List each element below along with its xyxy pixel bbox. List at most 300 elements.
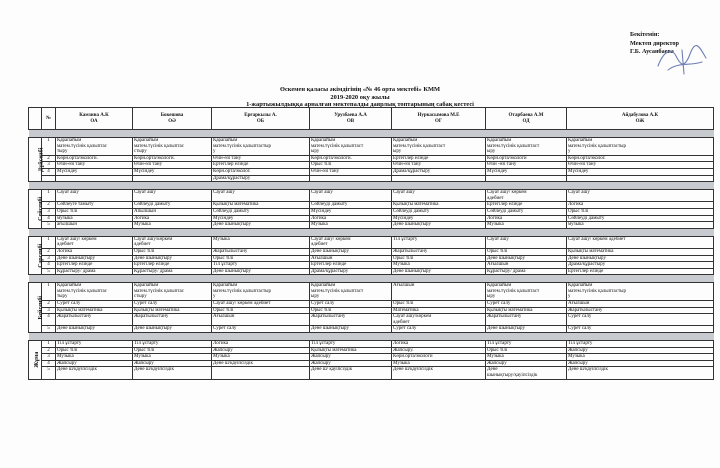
lesson-text: Мүсіндеу	[213, 215, 234, 221]
lesson-text: Көрн.орта/экологи	[393, 354, 433, 360]
lesson-text: Орыс тілі	[487, 248, 508, 254]
lesson-text: Сурет салу	[487, 301, 511, 307]
lesson-cell	[392, 208, 486, 215]
lesson-text: Логика	[134, 215, 150, 221]
lesson-text: Драма/құрастыру	[568, 262, 606, 268]
lesson-cell	[392, 175, 486, 182]
lesson-cell	[56, 301, 133, 308]
lesson-text: матем.түсінік қалыптас	[57, 143, 107, 149]
lesson-text: Апылшын	[134, 208, 157, 214]
lesson-text: Сөйлеуді дамыту	[568, 215, 605, 221]
lesson-cell	[56, 248, 133, 255]
group-code: ОА	[90, 118, 98, 124]
lesson-text: Драма/құрастыру	[393, 168, 431, 174]
lesson-text: Орыс тілі	[57, 208, 78, 214]
lesson-cell	[133, 222, 212, 229]
lesson-cell	[133, 190, 212, 202]
lesson-cell	[133, 326, 212, 333]
teacher-name: Айдабулова А.К	[621, 112, 659, 118]
title-school: Өскемен қаласы әкімдігінің «№ 46 орта мектебі» КММ	[279, 86, 441, 93]
lesson-text: Сөйлеуді дамыту	[134, 202, 171, 208]
lesson-text: Қызықты математика	[393, 202, 439, 208]
lesson-cell	[56, 367, 133, 379]
table-row	[29, 175, 714, 182]
lesson-number: 3	[42, 307, 56, 314]
teacher-name: Бокешова	[160, 112, 184, 118]
lesson-text: Драма/құрастыру	[213, 175, 251, 181]
lesson-text: ағылшын	[57, 222, 78, 228]
lesson-cell	[392, 255, 486, 262]
lesson-cell	[56, 354, 133, 361]
lesson-text: у	[568, 149, 571, 155]
lesson-cell	[310, 301, 392, 308]
lesson-cell	[567, 307, 714, 314]
lesson-cell	[212, 222, 310, 229]
lesson-text: Ағылшын	[213, 314, 235, 320]
lesson-text: стыру	[134, 149, 147, 155]
lesson-text: Ертегілер елінде	[134, 262, 170, 268]
day-name: Сейсенбі	[38, 196, 45, 221]
lesson-cell	[310, 138, 392, 156]
lesson-cell	[212, 190, 310, 202]
lesson-cell	[310, 236, 392, 248]
lesson-text: Қарапайым	[311, 138, 336, 143]
lesson-text: Тіл ұстарту	[487, 341, 512, 347]
lesson-cell	[567, 347, 714, 354]
lesson-text: матем.түсінік қалыптас	[57, 288, 107, 294]
lesson-cell	[567, 162, 714, 169]
group-code: ОӘ	[168, 118, 176, 124]
lesson-cell	[310, 283, 392, 301]
lesson-cell	[56, 326, 133, 333]
table-row	[29, 301, 714, 308]
title-schedule: 1-жартыжылдыққа арналған мектепалды даярлық топтарының сабақ кестесі	[246, 101, 474, 109]
lesson-text: Ертегілер елінде	[568, 268, 604, 274]
lesson-cell	[310, 190, 392, 202]
lesson-text: Қарапайым	[568, 138, 593, 143]
lesson-cell	[486, 162, 567, 169]
header-teacher-6	[567, 108, 714, 130]
lesson-cell	[212, 307, 310, 314]
table-row	[29, 354, 714, 361]
title-year: 2019-2020 оқу жылы	[330, 93, 390, 101]
table-row	[29, 262, 714, 269]
lesson-text: матем.түсінік қалыптаст	[393, 143, 446, 149]
lesson-text: Сурет салу	[57, 301, 81, 307]
table-row	[29, 283, 714, 301]
lesson-text: Музыка	[311, 222, 328, 228]
lesson-cell	[567, 190, 714, 202]
lesson-text: Логика	[568, 202, 584, 208]
lesson-cell	[56, 202, 133, 209]
lesson-text: матем.түсінік қалыптастыр	[568, 143, 627, 149]
group-code: ОД	[522, 118, 530, 124]
lesson-cell	[486, 208, 567, 215]
lesson-text: Мүсіндеу	[393, 215, 414, 221]
lesson-text: Қызықты математика	[134, 307, 180, 313]
lesson-text: Ағылшын	[568, 301, 590, 307]
lesson-cell	[567, 326, 714, 333]
lesson-cell	[212, 162, 310, 169]
lesson-cell	[392, 268, 486, 275]
lesson-text: матем.түсінік қалыптас	[134, 288, 184, 294]
lesson-text: Орыс тілі	[393, 301, 414, 307]
lesson-text: Қызықты математика	[57, 307, 103, 313]
lesson-number: 5	[42, 367, 56, 379]
lesson-text: Қарапайым	[487, 138, 512, 143]
lesson-text: Сөйлеуді дамыту	[393, 208, 430, 214]
lesson-text: Орыс тілі	[311, 162, 332, 168]
lesson-text: Музыка	[134, 354, 151, 360]
lesson-text: матем.түсінік қалыптаст	[311, 288, 364, 294]
lesson-cell	[133, 155, 212, 162]
lesson-text: Қызықты математика	[568, 248, 614, 254]
lesson-cell	[567, 208, 714, 215]
lesson-cell	[212, 168, 310, 175]
lesson-cell	[567, 168, 714, 175]
lesson-cell	[310, 262, 392, 269]
lesson-cell	[133, 268, 212, 275]
table-row	[29, 341, 714, 348]
day-separator	[29, 182, 714, 190]
lesson-text: Қарапайым	[393, 138, 418, 143]
lesson-text: Жаратылыстану	[134, 314, 169, 320]
lesson-text: Логика	[311, 215, 327, 221]
teacher-name: Ерғаркызы А.	[244, 112, 277, 118]
lesson-text: Көрн.орта/экологи.	[134, 155, 175, 161]
lesson-text: Көрн.орта/экологи	[487, 155, 527, 161]
lesson-text: Өзін-өзі тану	[393, 162, 422, 168]
lesson-cell	[310, 215, 392, 222]
lesson-text: Тіл ұстарту	[568, 341, 593, 347]
lesson-text: Ертегілер елінде	[487, 202, 523, 208]
lesson-number	[42, 175, 56, 182]
day-name: Жұма	[34, 351, 41, 368]
lesson-cell	[310, 155, 392, 162]
lesson-cell	[392, 222, 486, 229]
lesson-cell	[567, 341, 714, 348]
lesson-text: Мүсіндеу	[134, 168, 155, 174]
lesson-text: Орыс тілі	[568, 208, 589, 214]
lesson-text: Жаратылыстану	[487, 314, 522, 320]
lesson-text: Орыс тілі	[213, 307, 234, 313]
lesson-cell	[310, 248, 392, 255]
lesson-text: Орыс тілі	[311, 307, 332, 313]
lesson-text: Жапсыру	[213, 347, 233, 353]
lesson-cell	[133, 202, 212, 209]
lesson-number: 3	[42, 162, 56, 169]
lesson-text: Қызықты математика	[311, 347, 357, 353]
lesson-text: Сауат ашу/ көркем әдебиет	[568, 236, 626, 242]
lesson-cell	[212, 268, 310, 275]
lesson-cell	[133, 162, 212, 169]
lesson-text: Жапсыру	[311, 354, 331, 360]
lesson-text: Мүсіндеу	[568, 168, 589, 174]
lesson-text: Сурет салу	[568, 314, 592, 320]
lesson-text: Дене шынықтыру	[487, 326, 525, 332]
lesson-cell	[56, 155, 133, 162]
lesson-cell	[133, 314, 212, 326]
lesson-text: Өзін-өзі тану	[57, 162, 86, 168]
lesson-cell	[56, 262, 133, 269]
lesson-cell	[392, 360, 486, 367]
lesson-text: Орыс тілі	[134, 347, 155, 353]
lesson-text: Дене ш/қауіпсіздік	[213, 360, 253, 366]
table-row	[29, 208, 714, 215]
lesson-cell	[392, 162, 486, 169]
lesson-cell	[212, 347, 310, 354]
lesson-cell	[212, 175, 310, 182]
lesson-text: Дене шынықтыру	[393, 222, 431, 228]
lesson-text: Сурет салу	[213, 326, 237, 332]
lesson-text: Жаратылыстану	[57, 314, 92, 320]
lesson-cell	[567, 255, 714, 262]
lesson-cell	[56, 168, 133, 175]
lesson-cell	[486, 175, 567, 182]
lesson-cell	[212, 301, 310, 308]
lesson-text: Сауат ашу/ көркем	[487, 190, 527, 196]
lesson-cell	[56, 208, 133, 215]
lesson-text: Логика	[487, 215, 503, 221]
table-row	[29, 307, 714, 314]
lesson-text: Сауат ашу	[134, 190, 156, 196]
lesson-cell	[392, 354, 486, 361]
lesson-cell	[212, 283, 310, 301]
lesson-text: Сауат ашу/ көркем әдебиет	[213, 301, 271, 307]
lesson-text: Өзін -өзі тану	[487, 162, 517, 168]
lesson-cell	[567, 301, 714, 308]
lesson-text: Қызықты математика	[487, 307, 533, 313]
lesson-number: 5	[42, 222, 56, 229]
lesson-text: Сауат ашу	[311, 190, 333, 196]
lesson-text: Музыка	[393, 262, 410, 268]
lesson-number: 2	[42, 155, 56, 162]
lesson-cell	[392, 301, 486, 308]
header-row	[29, 108, 714, 130]
lesson-cell	[212, 208, 310, 215]
lesson-cell	[212, 354, 310, 361]
lesson-cell	[133, 341, 212, 348]
lesson-cell	[212, 236, 310, 248]
lesson-cell	[212, 138, 310, 156]
table-row	[29, 347, 714, 354]
day-name: Дүйсенбі	[38, 147, 45, 172]
day-name-cell	[29, 190, 45, 229]
lesson-text: Көрн.орта/эколог.	[568, 155, 606, 161]
lesson-cell	[486, 367, 567, 379]
lesson-cell	[212, 360, 310, 367]
lesson-text: Жаратылыстану	[311, 314, 346, 320]
lesson-cell	[133, 175, 212, 182]
lesson-text: шынықтыру/қауіпсіздік	[487, 373, 538, 378]
lesson-text: музыка	[57, 215, 73, 221]
separator-bar	[29, 275, 714, 283]
lesson-cell	[56, 347, 133, 354]
lesson-cell	[567, 354, 714, 361]
lesson-cell	[486, 255, 567, 262]
lesson-text: Музыка	[487, 222, 504, 228]
lesson-cell	[486, 347, 567, 354]
teacher-name: Нуркасымова М.Е	[417, 112, 460, 118]
lesson-cell	[56, 236, 133, 248]
lesson-cell	[392, 168, 486, 175]
lesson-cell	[486, 307, 567, 314]
lesson-text: Дене ш/ қауіпсіздік	[311, 367, 353, 373]
table-row	[29, 367, 714, 379]
table-row	[29, 248, 714, 255]
lesson-text: Мүсіндеу	[487, 168, 508, 174]
lesson-text: Дене ш/қауіпсіздік	[393, 367, 433, 373]
lesson-cell	[567, 222, 714, 229]
lesson-text: матем.түсінік қалыптаст	[311, 143, 364, 149]
day-separator	[29, 275, 714, 283]
lesson-text: Дене шынықтыру	[311, 326, 349, 332]
lesson-text: Сурет салу	[393, 326, 417, 332]
header-teacher-0	[56, 108, 133, 130]
lesson-cell	[486, 262, 567, 269]
lesson-cell	[133, 367, 212, 379]
separator-bar	[29, 333, 714, 341]
lesson-text: матем.түсінік қалыптаст	[487, 288, 540, 294]
table-row	[29, 255, 714, 262]
lesson-text: тыру	[57, 149, 68, 155]
lesson-cell	[567, 360, 714, 367]
lesson-text: Сауат ашу	[393, 190, 415, 196]
lesson-number: 4	[42, 168, 56, 175]
lesson-cell	[212, 255, 310, 262]
lesson-cell	[133, 255, 212, 262]
lesson-cell	[392, 314, 486, 326]
lesson-number: 3	[42, 255, 56, 262]
lesson-cell	[310, 314, 392, 326]
lesson-cell	[486, 314, 567, 326]
lesson-cell	[486, 326, 567, 333]
lesson-text: Дене шынықтыру	[213, 222, 251, 228]
lesson-cell	[567, 314, 714, 326]
lesson-cell	[392, 326, 486, 333]
lesson-text: Орыс тілі	[134, 248, 155, 254]
lesson-text: Логика	[393, 341, 409, 347]
lesson-text: Дене ш/қауіпсіздік	[134, 367, 174, 373]
lesson-cell	[133, 301, 212, 308]
lesson-cell	[133, 208, 212, 215]
lesson-text: әдебиет	[311, 242, 328, 248]
lesson-cell	[56, 341, 133, 348]
lesson-cell	[486, 138, 567, 156]
lesson-cell	[486, 202, 567, 209]
lesson-cell	[56, 138, 133, 156]
lesson-cell	[392, 190, 486, 202]
lesson-cell	[212, 215, 310, 222]
lesson-cell	[486, 190, 567, 202]
lesson-cell	[310, 367, 392, 379]
approval-line-1: Бекітемін:	[630, 31, 660, 38]
group-code: ОГ	[434, 118, 443, 124]
separator-bar	[29, 182, 714, 190]
lesson-number: 2	[42, 202, 56, 209]
lesson-number: 2	[42, 248, 56, 255]
group-code: ОЖ	[635, 118, 645, 124]
lesson-cell	[486, 360, 567, 367]
lesson-number: 4	[42, 360, 56, 367]
lesson-cell	[310, 175, 392, 182]
approval-line-3: Г.Б. Аусанбаева	[630, 48, 674, 56]
lesson-text: Көрн.орта/эколог.	[213, 168, 251, 174]
lesson-number: 1	[42, 283, 56, 301]
lesson-cell	[310, 168, 392, 175]
lesson-text: Дене шынықтыру	[487, 255, 525, 261]
schedule-table	[28, 107, 714, 380]
lesson-cell	[486, 155, 567, 162]
lesson-text: Дене	[487, 367, 498, 373]
table-row	[29, 162, 714, 169]
lesson-text: Музыка	[213, 354, 230, 360]
header-teacher-4	[392, 108, 486, 130]
lesson-text: әдебиет	[393, 319, 410, 325]
lesson-number: 2	[42, 347, 56, 354]
lesson-cell	[392, 215, 486, 222]
lesson-cell	[392, 341, 486, 348]
lesson-cell	[567, 236, 714, 248]
lesson-text: Дене шынықтыру	[134, 255, 172, 261]
signature-icon	[654, 44, 710, 76]
lesson-cell	[392, 236, 486, 248]
lesson-cell	[567, 262, 714, 269]
day-name-cell	[29, 236, 45, 275]
lesson-cell	[133, 354, 212, 361]
lesson-text: Музыка	[57, 354, 74, 360]
lesson-cell	[567, 367, 714, 379]
lesson-text: Дене шынықтыру	[311, 248, 349, 254]
lesson-cell	[567, 215, 714, 222]
lesson-cell	[310, 208, 392, 215]
lesson-text: Тіл ұстарту	[311, 341, 336, 347]
table-row	[29, 360, 714, 367]
approval-line-2: Мектеп директор	[630, 39, 679, 47]
lesson-cell	[310, 255, 392, 262]
lesson-text: Ертегілер елінде	[57, 262, 93, 268]
lesson-text: ыру	[487, 294, 496, 300]
teacher-name: Отарбаева А.М	[508, 112, 544, 118]
lesson-text: матем.түсінік қалыптастыр	[213, 288, 272, 294]
lesson-cell	[212, 262, 310, 269]
lesson-text: Дене шынықтыру	[213, 268, 251, 274]
lesson-cell	[212, 155, 310, 162]
lesson-cell	[56, 162, 133, 169]
lesson-text: Математика	[393, 307, 419, 313]
lesson-cell	[486, 283, 567, 301]
lesson-text: Тіл ұстарту	[393, 236, 418, 242]
lesson-text: Өзін-өзі тану	[134, 162, 163, 168]
lesson-text: әдебиет	[487, 195, 504, 201]
header-number: №	[42, 108, 56, 130]
table-row	[29, 190, 714, 202]
lesson-text: Сауат ашу/ көркем	[57, 236, 97, 242]
lesson-cell	[56, 307, 133, 314]
lesson-cell	[56, 360, 133, 367]
lesson-cell	[133, 236, 212, 248]
lesson-text: Көрн.орта/экологи.	[57, 155, 98, 161]
lesson-text: Ертегілер елінде	[213, 162, 249, 168]
lesson-cell	[56, 190, 133, 202]
lesson-cell	[212, 202, 310, 209]
header-teacher-3	[310, 108, 392, 130]
lesson-text: Сөйлеуді дамыту	[487, 208, 524, 214]
lesson-cell	[212, 248, 310, 255]
lesson-text: у	[568, 294, 571, 300]
lesson-text: Дене ш/қауіпсіздік	[57, 367, 97, 373]
lesson-cell	[56, 215, 133, 222]
